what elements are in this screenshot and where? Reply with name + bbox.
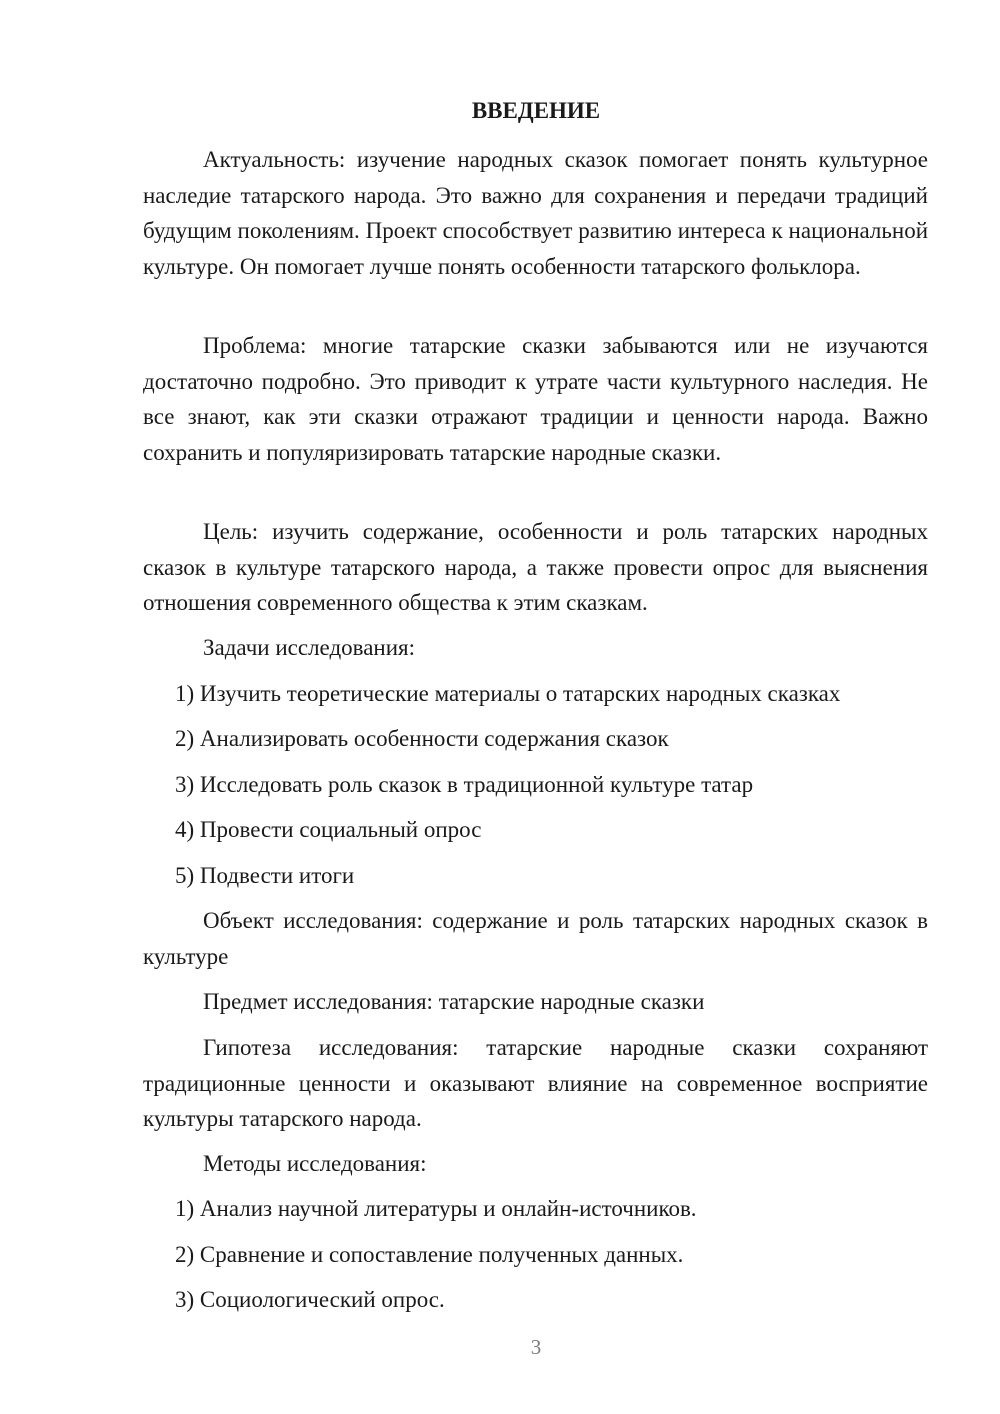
method-item: 2) Сравнение и сопоставление полученных данных. xyxy=(175,1242,684,1267)
tasks-heading: Задачи исследования: xyxy=(203,635,416,660)
goal-paragraph: Цель: изучить содержание, особенности и роль татарских народных сказок в культуре татарского народа, а также провести опрос для выяснения отношения современного общества к этим сказкам. xyxy=(143,519,928,615)
hypothesis-paragraph: Гипотеза исследования: татарские народные сказки сохраняют традиционные ценности и оказывают влияние на современное восприятие культуры татарского народа. xyxy=(143,1035,928,1131)
task-item: 1) Изучить теоретические материалы о татарских народных сказках xyxy=(175,681,841,706)
methods-heading: Методы исследования: xyxy=(203,1151,427,1176)
problem-paragraph: Проблема: многие татарские сказки забываются или не изучаются достаточно подробно. Это приводит к утрате части культурного наследия. Не все знают, как эти сказки отражают традиции и ценности народа. Важно сохранить и популяризировать татарские народные сказки. xyxy=(143,333,928,465)
subject-paragraph: Предмет исследования: татарские народные сказки xyxy=(203,989,705,1014)
page-title: ВВЕДЕНИЕ xyxy=(471,98,601,123)
relevance-paragraph: Актуальность: изучение народных сказок помогает понять культурное наследие татарского народа. Это важно для сохранения и передачи традиций будущим поколениям. Проект способствует развитию интереса к национальной культуре. Он помогает лучше понять особенности татарского фольклора. xyxy=(143,147,928,279)
method-item: 3) Социологический опрос. xyxy=(175,1287,445,1312)
method-item: 1) Анализ научной литературы и онлайн-источников. xyxy=(175,1196,697,1221)
task-item: 3) Исследовать роль сказок в традиционной культуре татар xyxy=(175,772,754,797)
page-number: 3 xyxy=(530,1335,542,1359)
task-item: 2) Анализировать особенности содержания сказок xyxy=(175,726,669,751)
task-item: 5) Подвести итоги xyxy=(175,863,355,888)
object-paragraph: Объект исследования: содержание и роль татарских народных сказок в культуре xyxy=(143,908,928,969)
task-item: 4) Провести социальный опрос xyxy=(175,817,482,842)
